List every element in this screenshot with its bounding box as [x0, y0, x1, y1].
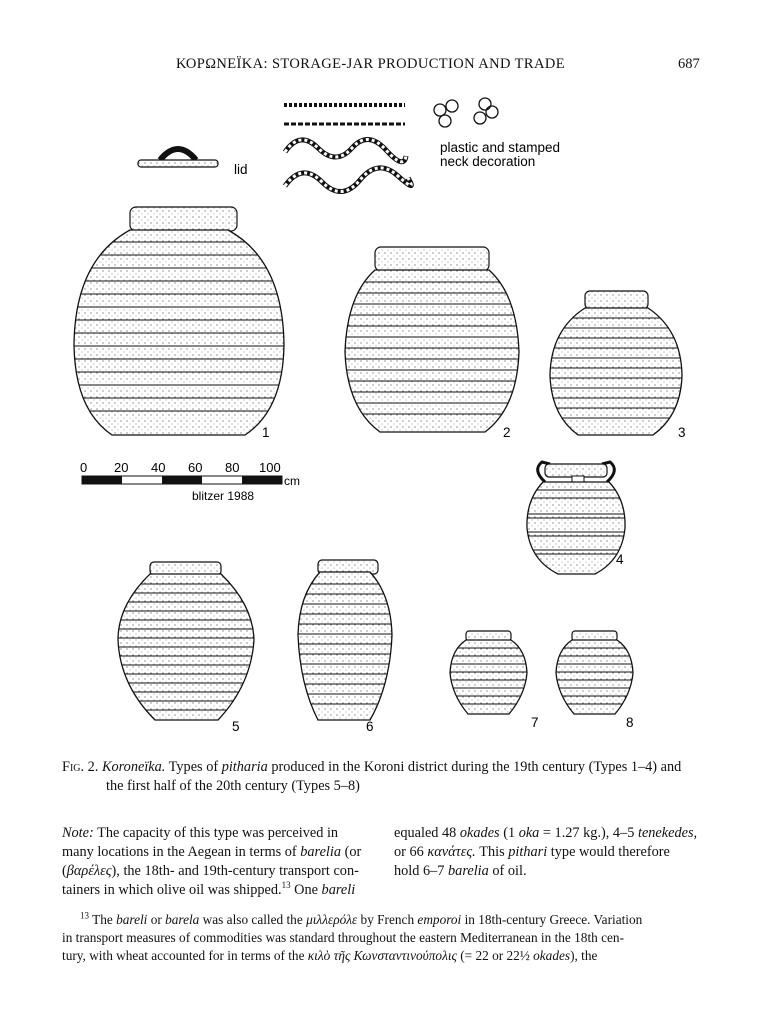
lid-label: lid: [234, 162, 248, 177]
jar-number-4: 4: [616, 552, 624, 567]
caption-text-2: produced in the Koroni district during the 19th century (Types 1–4) and: [267, 759, 682, 775]
body-line: Note: The capacity of this type was perceived in: [62, 825, 339, 841]
decoration-label-1: plastic and stamped: [440, 140, 561, 155]
note-label: Note:: [62, 825, 94, 841]
figure-2: [0, 90, 762, 750]
jar-5: [110, 562, 260, 720]
body-left-column: [62, 824, 365, 900]
footnote-line: tury, with wheat accounted for in terms of the κιλὸ τῆς Κωνσταντινούπολις (= 22 or 22½ okades), the: [62, 948, 598, 963]
jar-6: [290, 560, 400, 720]
scale-tick-40: 40: [151, 460, 166, 475]
jar-number-1: 1: [262, 425, 270, 440]
jar-8: [546, 631, 646, 714]
scale-tick-80: 80: [225, 460, 240, 475]
caption-text-1: Types of: [165, 759, 222, 775]
figure-caption: [62, 758, 708, 796]
page-number: 687: [678, 56, 700, 72]
body-right-column: [394, 824, 704, 881]
caption-italic-2: pitharia: [221, 759, 268, 775]
jar-number-7: 7: [531, 715, 539, 730]
footnote-line: $^{13}$ The bareli or barela was also called the μιλλερόλε by French emporoi in 18th-century Greece. Variation: [80, 910, 643, 927]
jar-4: [520, 462, 630, 574]
lid-drawing: [138, 149, 218, 167]
body-line: hold 6–7 barelia of oil.: [394, 863, 527, 879]
jar-number-6: 6: [366, 719, 374, 734]
jar-3: [540, 291, 690, 435]
body-line: (βαρέλες), the 18th- and 19th-century transport con-: [62, 863, 359, 879]
running-title: ΚΟΡΩΝΕΪΚΑ: STORAGE-JAR PRODUCTION AND TRADE: [176, 56, 565, 72]
jar-number-8: 8: [626, 715, 634, 730]
illustrator-credit: blitzer 1988: [192, 489, 255, 503]
scale-tick-20: 20: [114, 460, 129, 475]
running-header: [0, 56, 762, 76]
scale-tick-100: 100: [259, 460, 281, 475]
scale-tick-60: 60: [188, 460, 203, 475]
scale-unit: cm: [284, 474, 300, 488]
body-line: many locations in the Aegean in terms of barelia (or: [62, 844, 362, 860]
footnote-line: in transport measures of commodities was standard throughout the eastern Mediterranean in the 18th cen-: [62, 930, 624, 945]
jar-1: [60, 207, 300, 435]
jar-7: [440, 631, 540, 714]
body-line: equaled 48 okades (1 oka = 1.27 kg.), 4–5 tenekedes,: [394, 825, 698, 841]
body-line: tainers in which olive oil was shipped.$^{13}$ One bareli: [62, 880, 356, 898]
scale-tick-0: 0: [80, 460, 88, 475]
caption-line-2: the first half of the 20th century (Types 5–8): [106, 778, 360, 794]
body-line: or 66 κανάτες. This pithari type would therefore: [394, 844, 670, 860]
scale-bar: [82, 476, 282, 484]
caption-label: Fig. 2.: [62, 759, 99, 775]
jar-2: [330, 247, 530, 432]
jar-number-3: 3: [678, 425, 686, 440]
jar-number-2: 2: [503, 425, 511, 440]
footnote-13: [62, 911, 708, 965]
jar-number-5: 5: [232, 719, 240, 734]
caption-italic-1: Koroneïka.: [101, 759, 166, 775]
decoration-label-2: neck decoration: [440, 154, 536, 169]
figure-drawing: [0, 90, 762, 750]
